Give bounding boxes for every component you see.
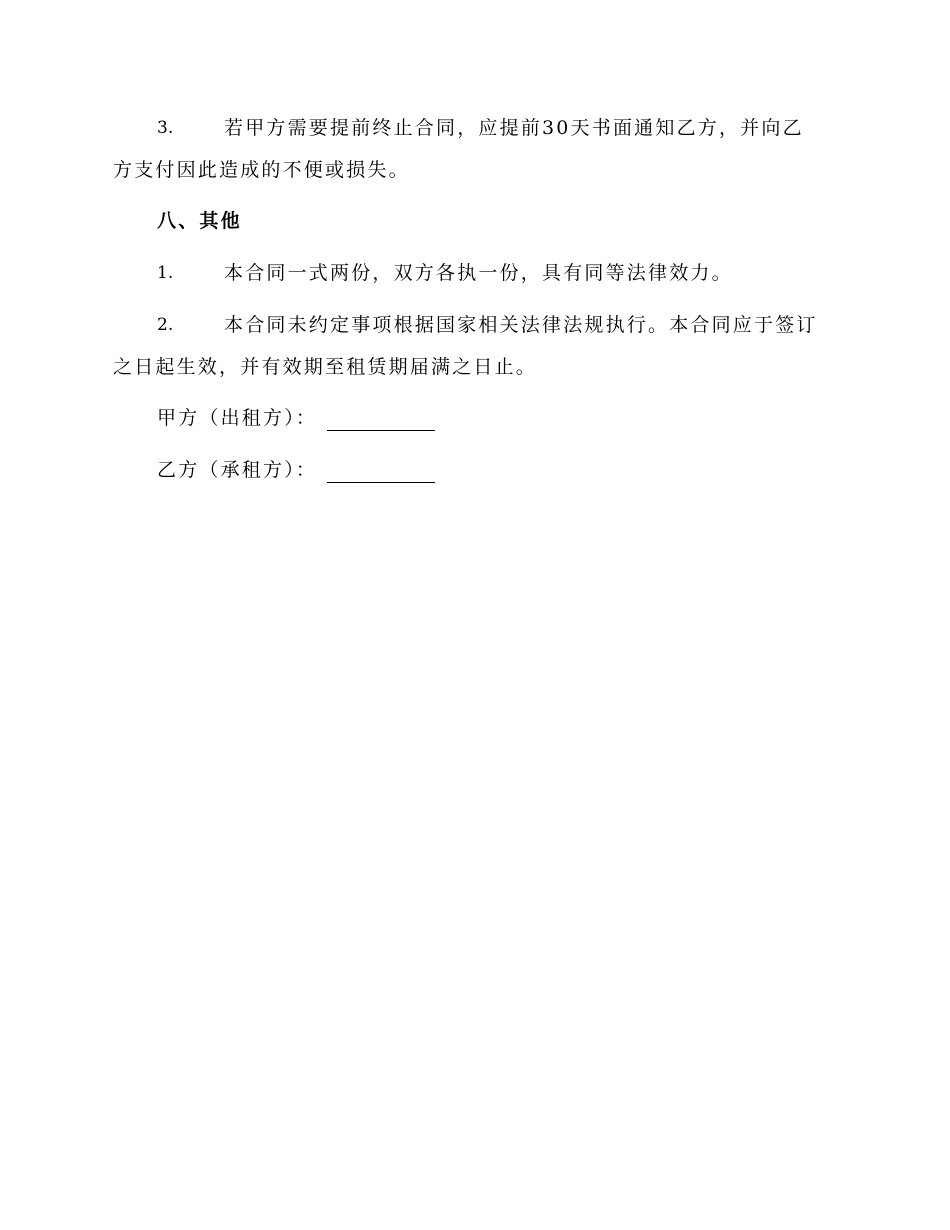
- clause-number: 1.: [157, 263, 174, 283]
- section-8-title: 八、其他: [157, 210, 242, 232]
- clause-text: 本合同未约定事项根据国家相关法律法规执行。本合同应于签订: [224, 314, 818, 336]
- clause-text: 本合同一式两份，双方各执一份，具有同等法律效力。: [224, 262, 733, 284]
- party-a-label: 甲方（出租方）：: [157, 407, 318, 429]
- party-b-label: 乙方（承租方）：: [157, 459, 318, 481]
- clause-number: 3.: [157, 118, 174, 138]
- clause-text: 若甲方需要提前终止合同，应提前30天书面通知乙方，并向乙: [224, 117, 804, 139]
- clause-text: 之日起生效，并有效期至租赁期届满之日止。: [113, 356, 538, 378]
- party-a-signature-line[interactable]: [327, 410, 435, 431]
- party-b-signature-line[interactable]: [327, 462, 435, 483]
- clause-text: 方支付因此造成的不便或损失。: [113, 159, 410, 181]
- clause-number: 2.: [157, 315, 174, 335]
